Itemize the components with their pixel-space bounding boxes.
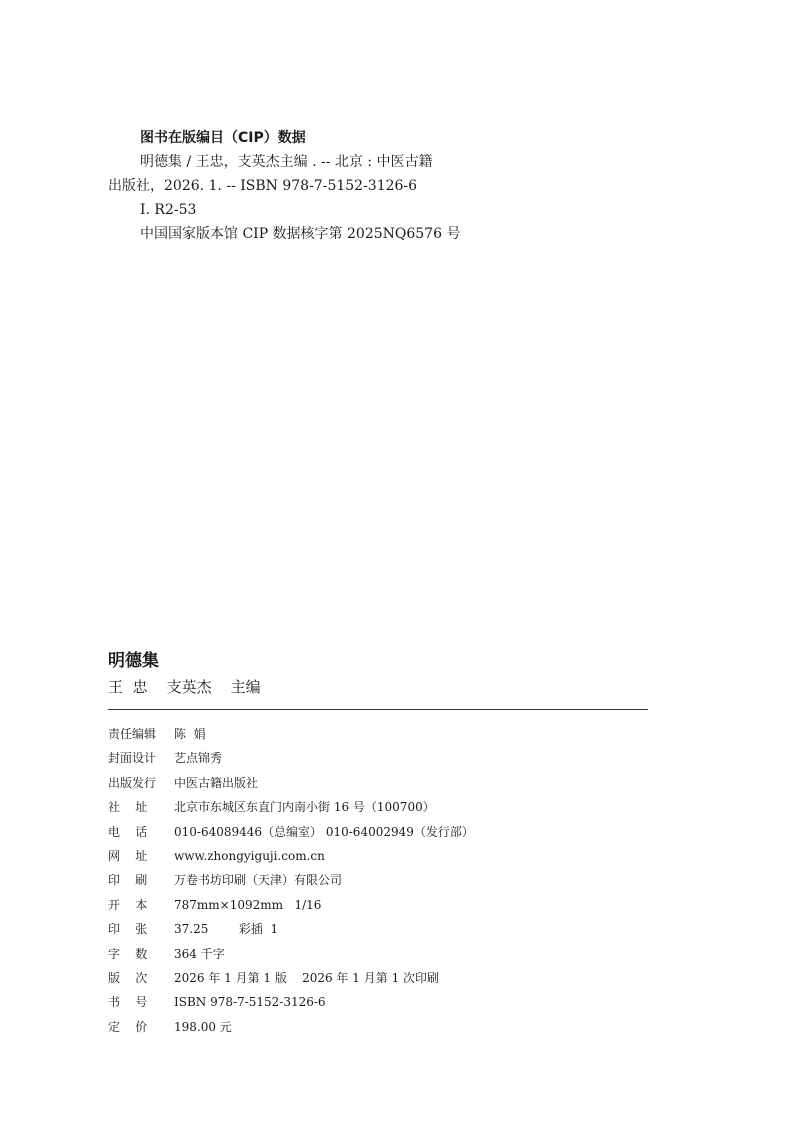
info-row-edition xyxy=(108,966,474,990)
cip-line-title-author: 明德集 / 王忠，支英杰主编 . -- 北京 : 中医古籍 xyxy=(140,154,433,170)
info-value: 198.00 元 xyxy=(174,1019,232,1034)
info-label: 封面设计 xyxy=(108,751,157,766)
info-value: ISBN 978-7-5152-3126-6 xyxy=(174,995,326,1010)
info-row-sheets xyxy=(108,917,474,941)
info-row-website xyxy=(108,844,474,868)
cip-heading: 图书在版编目（CIP）数据 xyxy=(140,130,306,146)
book-title: 明德集 xyxy=(108,651,159,671)
info-label: 印 张 xyxy=(108,922,148,937)
info-value: 2026 年 1 月第 1 版 2026 年 1 月第 1 次印刷 xyxy=(174,971,440,986)
info-label: 社 址 xyxy=(108,800,148,815)
info-label: 电 话 xyxy=(108,824,148,839)
info-value: 陈 娟 xyxy=(174,727,206,741)
info-row-price xyxy=(108,1015,474,1039)
book-authors: 王 忠 支英杰 主编 xyxy=(108,678,261,696)
info-row-phone xyxy=(108,820,474,844)
info-row-format xyxy=(108,893,474,917)
info-value: 37.25 彩插 1 xyxy=(174,922,279,937)
cip-line-classification: Ⅰ. R2-53 xyxy=(140,202,197,218)
cip-line-publisher-isbn: 出版社，2026. 1. -- ISBN 978-7-5152-3126-6 xyxy=(108,178,418,194)
info-value: 364 千字 xyxy=(174,946,225,961)
info-row-publisher xyxy=(108,771,474,795)
info-label: 书 号 xyxy=(108,995,148,1010)
info-value: www.zhongyiguji.com.cn xyxy=(174,849,325,864)
info-value: 中医古籍出版社 xyxy=(174,775,259,790)
cip-line-record-number: 中国国家版本馆 CIP 数据核字第 2025NQ6576 号 xyxy=(140,226,461,242)
cip-data-block xyxy=(108,126,528,246)
info-row-cover-design xyxy=(108,746,474,770)
info-row-printer xyxy=(108,868,474,892)
info-row-editor xyxy=(108,722,474,746)
info-value: 010-64089446（总编室） 010-64002949（发行部） xyxy=(174,824,474,839)
info-row-isbn xyxy=(108,990,474,1014)
info-value: 787mm×1092mm 1/16 xyxy=(174,897,322,912)
info-row-word-count xyxy=(108,942,474,966)
info-label: 版 次 xyxy=(108,971,148,986)
info-label: 出版发行 xyxy=(108,775,157,790)
info-label: 印 刷 xyxy=(108,873,148,888)
info-value: 艺点锦秀 xyxy=(174,751,223,766)
info-label: 责任编辑 xyxy=(108,727,157,741)
info-row-address xyxy=(108,795,474,819)
info-label: 开 本 xyxy=(108,897,148,912)
info-label: 定 价 xyxy=(108,1019,148,1034)
info-label: 网 址 xyxy=(108,849,148,864)
info-value: 万卷书坊印刷（天津）有限公司 xyxy=(174,873,343,888)
divider-line xyxy=(108,709,648,710)
info-label: 字 数 xyxy=(108,946,148,961)
info-value: 北京市东城区东直门内南小街 16 号（100700） xyxy=(174,800,435,815)
publication-info-table xyxy=(108,722,474,1039)
